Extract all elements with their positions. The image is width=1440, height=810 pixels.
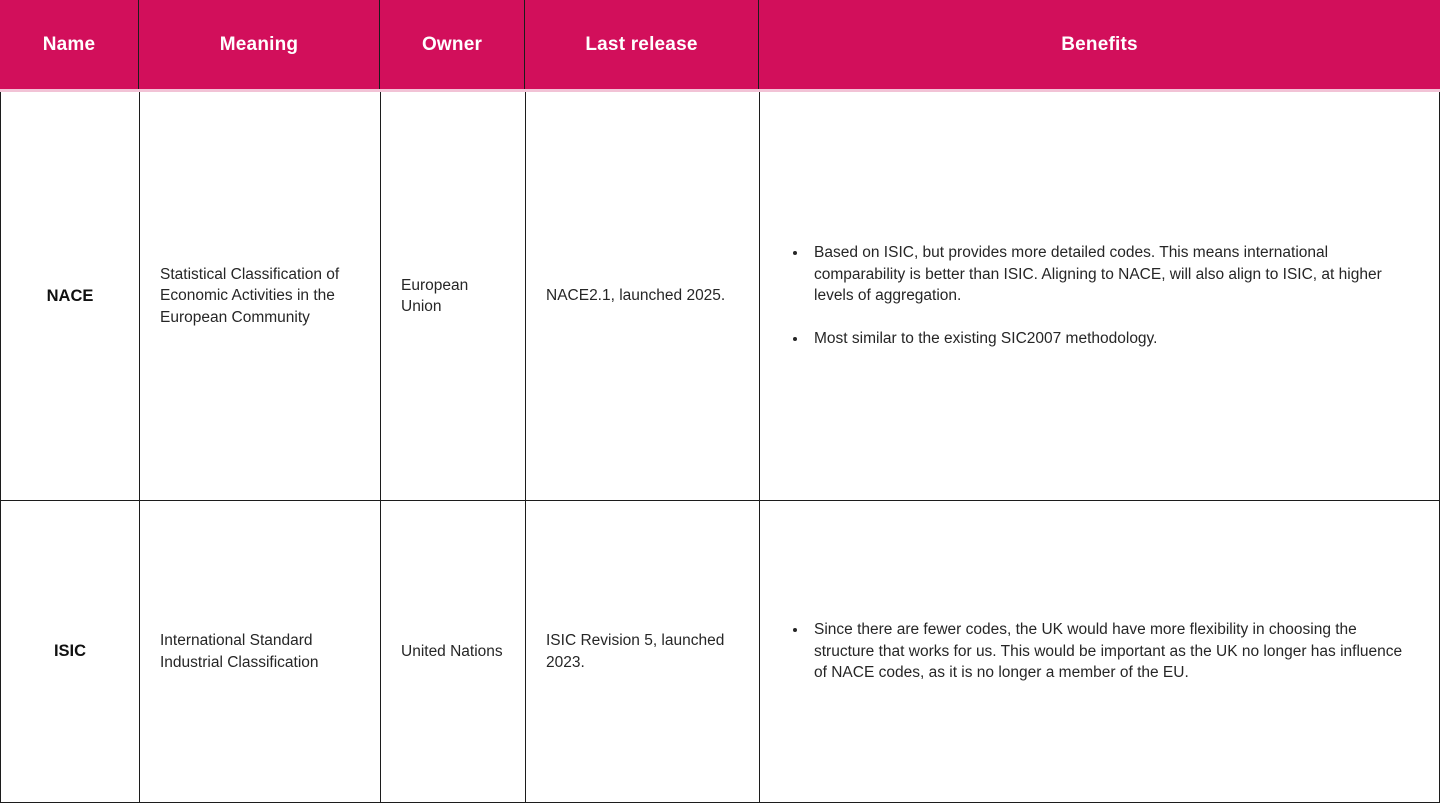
last-release-text: NACE2.1, launched 2025. xyxy=(546,287,726,305)
row-isic-last-release xyxy=(526,501,760,802)
benefit-item: • Since there are fewer codes, the UK would have more flexibility in choosing the structure that works for us. This would be important as the UK no longer has influence of NACE codes, as it is no longer a member of the EU. xyxy=(808,619,1411,683)
header-cell-owner: Owner xyxy=(380,0,525,89)
owner-text: United Nations xyxy=(401,642,503,660)
row-isic-meaning xyxy=(140,501,381,802)
header-cell-benefits: Benefits xyxy=(1061,33,1138,55)
row-nace-meaning xyxy=(140,92,381,501)
benefits-list xyxy=(791,619,1411,683)
header-cell-last-release: Last release xyxy=(525,0,759,89)
benefit-item: • Most similar to the existing SIC2007 methodology. xyxy=(808,328,1411,349)
header-cell-name: Name xyxy=(0,0,139,89)
row-isic-name: ISIC xyxy=(1,501,140,802)
row-isic-owner xyxy=(381,501,526,802)
table-header-row xyxy=(0,0,1440,92)
row-nace-last-release xyxy=(526,92,760,501)
meaning-text: Statistical Classification of Economic Activities in the European Community xyxy=(160,265,340,326)
benefit-item: • Based on ISIC, but provides more detailed codes. This means international comparability is better than ISIC. Aligning to NACE, will also align to ISIC, at higher levels of aggregation. xyxy=(808,242,1411,306)
benefits-list xyxy=(791,242,1411,350)
header-cell-meaning: Meaning xyxy=(139,0,380,89)
table-body xyxy=(0,92,1440,803)
row-nace-name: NACE xyxy=(1,92,140,501)
row-nace-benefits xyxy=(760,92,1439,501)
owner-text: European Union xyxy=(401,276,469,315)
row-nace-owner xyxy=(381,92,526,501)
last-release-text: ISIC Revision 5, launched 2023. xyxy=(546,632,725,671)
meaning-text: International Standard Industrial Classification xyxy=(160,632,319,671)
row-isic-benefits xyxy=(760,501,1439,802)
